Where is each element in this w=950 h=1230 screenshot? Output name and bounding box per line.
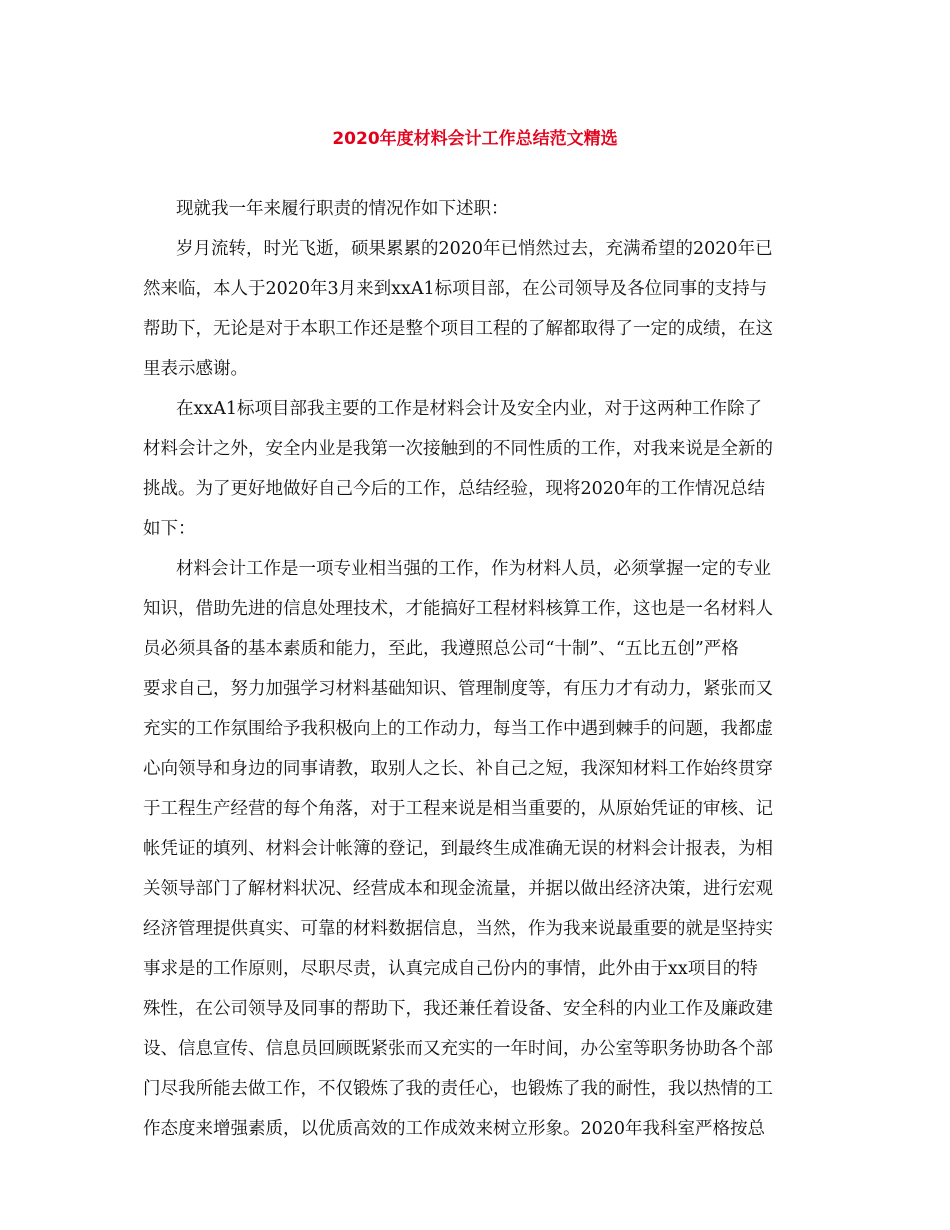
body-line: 材料会计之外，安全内业是我第一次接触到的不同性质的工作，对我来说是全新的	[143, 439, 773, 459]
body-line: 然来临，本人于2020年3月来到xxA1标项目部，在公司领导及各位同事的支持与	[143, 279, 768, 299]
body-line: 设、信息宣传、信息员回顾既紧张而又充实的一年时间，办公室等职务协助各个部	[143, 1039, 773, 1059]
body-line: 作态度来增强素质，以优质高效的工作成效来树立形象。2020年我科室严格按总	[143, 1119, 766, 1139]
body-line: 要求自己，努力加强学习材料基础知识、管理制度等，有压力才有动力，紧张而又	[143, 679, 773, 699]
body-line: 门尽我所能去做工作，不仅锻炼了我的责任心，也锻炼了我的耐性，我以热情的工	[143, 1079, 773, 1099]
body-line: 如下：	[143, 519, 196, 539]
body-line: 充实的工作氛围给予我积极向上的工作动力，每当工作中遇到棘手的问题，我都虚	[143, 719, 773, 739]
body-line: 殊性，在公司领导及同事的帮助下，我还兼任着设备、安全科的内业工作及廉政建	[143, 999, 773, 1019]
body-line: 里表示感谢。	[143, 359, 248, 379]
body-line: 事求是的工作原则，尽职尽责，认真完成自己份内的事情，此外由于xx项目的特	[143, 959, 758, 979]
body-line: 知识，借助先进的信息处理技术，才能搞好工程材料核算工作，这也是一名材料人	[143, 599, 773, 619]
body-line: 挑战。为了更好地做好自己今后的工作，总结经验，现将2020年的工作情况总结	[143, 479, 766, 499]
body-line: 在xxA1标项目部我主要的工作是材料会计及安全内业，对于这两种工作除了	[176, 399, 763, 419]
body-line: 关领导部门了解材料状况、经营成本和现金流量，并据以做出经济决策，进行宏观	[143, 879, 773, 899]
body-line: 心向领导和身边的同事请教，取别人之长、补自己之短，我深知材料工作始终贯穿	[143, 759, 773, 779]
body-line: 经济管理提供真实、可靠的材料数据信息，当然，作为我来说最重要的就是坚持实	[143, 919, 773, 939]
body-line: 现就我一年来履行职责的情况作如下述职：	[176, 199, 509, 219]
body-line: 于工程生产经营的每个角落，对于工程来说是相当重要的，从原始凭证的审核、记	[143, 799, 773, 819]
body-line: 员必须具备的基本素质和能力，至此，我遵照总公司“十制”、“五比五创”严格	[143, 639, 739, 659]
body-line: 材料会计工作是一项专业相当强的工作，作为材料人员，必须掌握一定的专业	[176, 559, 771, 579]
body-line: 岁月流转，时光飞逝，硕果累累的2020年已悄然过去，充满希望的2020年已	[176, 239, 773, 259]
document-title: 2020年度材料会计工作总结范文精选	[332, 129, 618, 149]
body-line: 帮助下，无论是对于本职工作还是整个项目工程的了解都取得了一定的成绩，在这	[143, 319, 773, 339]
body-line: 帐凭证的填列、材料会计帐簿的登记，到最终生成准确无误的材料会计报表，为相	[143, 839, 773, 859]
